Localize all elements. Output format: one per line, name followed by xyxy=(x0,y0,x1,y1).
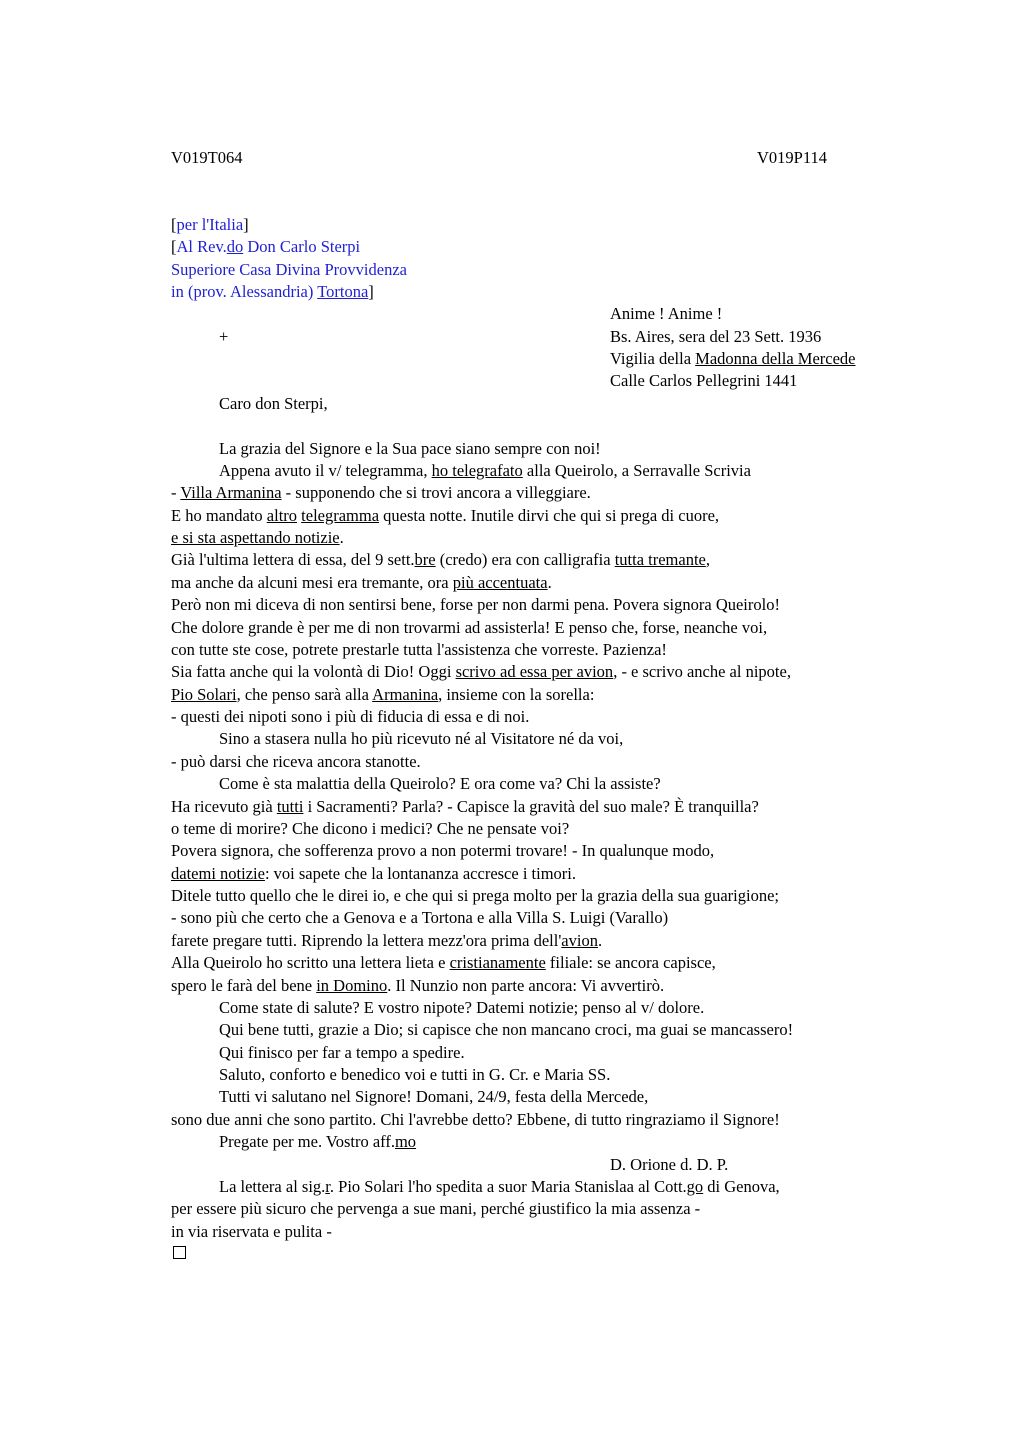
dateline-2: Bs. Aires, sera del 23 Sett. 1936 xyxy=(610,327,822,346)
body-line: - questi dei nipoti sono i più di fiducia di essa e di noi. xyxy=(171,707,530,726)
dateline-1: Anime ! Anime ! xyxy=(610,304,723,323)
body-line: Qui finisco per far a tempo a spedire. xyxy=(219,1043,465,1062)
body-line: - sono più che certo che a Genova e a Tortona e alla Villa S. Luigi (Varallo) xyxy=(171,908,669,927)
salutation: Caro don Sterpi, xyxy=(219,394,328,413)
body-line: Pregate per me. Vostro aff.mo xyxy=(219,1132,417,1151)
body-line: e si sta aspettando notizie. xyxy=(171,528,344,547)
body-line: Sia fatta anche qui la volontà di Dio! Oggi scrivo ad essa per avion, - e scrivo anche al nipote, xyxy=(171,662,791,681)
body-line: Pio Solari, che penso sarà alla Armanina, insieme con la sorella: xyxy=(171,685,595,704)
postscript-line: La lettera al sig.r. Pio Solari l'ho spedita a suor Maria Stanislaa al Cott.go di Genova, xyxy=(219,1177,780,1196)
body-line: Come state di salute? E vostro nipote? Datemi notizie; penso al v/ dolore. xyxy=(219,998,705,1017)
address-line-2: [Al Rev.do Don Carlo Sterpi xyxy=(171,237,361,256)
body-line: Ha ricevuto già tutti i Sacramenti? Parla? - Capisce la gravità del suo male? È tranquilla? xyxy=(171,797,759,816)
body-line: ma anche da alcuni mesi era tremante, ora più accentuata. xyxy=(171,573,552,592)
body-line: La grazia del Signore e la Sua pace siano sempre con noi! xyxy=(219,439,601,458)
body-line: Ditele tutto quello che le direi io, e che qui si prega molto per la grazia della sua guarigione; xyxy=(171,886,779,905)
body-line: con tutte ste cose, potrete prestarle tutta l'assistenza che vorreste. Pazienza! xyxy=(171,640,667,659)
body-line: Sino a stasera nulla ho più ricevuto né al Visitatore né da voi, xyxy=(219,729,624,748)
body-line: - può darsi che riceva ancora stanotte. xyxy=(171,752,421,771)
body-line: - Villa Armanina - supponendo che si trovi ancora a villeggiare. xyxy=(171,483,591,502)
body-line: Appena avuto il v/ telegramma, ho telegrafato alla Queirolo, a Serravalle Scrivia xyxy=(219,461,751,480)
body-line: Come è sta malattia della Queirolo? E ora come va? Chi la assiste? xyxy=(219,774,661,793)
body-line: o teme di morire? Che dicono i medici? Che ne pensate voi? xyxy=(171,819,570,838)
body-line: farete pregare tutti. Riprendo la lettera mezz'ora prima dell'avion. xyxy=(171,931,603,950)
document-code-left: V019T064 xyxy=(171,148,243,167)
end-box-icon xyxy=(173,1246,186,1259)
dateline-4: Calle Carlos Pellegrini 1441 xyxy=(610,371,798,390)
address-line-1: [per l'Italia] xyxy=(171,215,249,234)
body-line: Già l'ultima lettera di essa, del 9 sett.bre (credo) era con calligrafia tutta tremante, xyxy=(171,550,710,569)
signature: D. Orione d. D. P. xyxy=(610,1155,729,1174)
postscript-line: per essere più sicuro che pervenga a sue mani, perché giustifico la mia assenza - xyxy=(171,1199,701,1218)
body-line: datemi notizie: voi sapete che la lontananza accresce i timori. xyxy=(171,864,576,883)
body-line: Saluto, conforto e benedico voi e tutti in G. Cr. e Maria SS. xyxy=(219,1065,611,1084)
body-line: Qui bene tutti, grazie a Dio; si capisce che non mancano croci, ma guai se mancassero! xyxy=(219,1020,794,1039)
address-line-4: in (prov. Alessandria) Tortona] xyxy=(171,282,374,301)
body-line: Alla Queirolo ho scritto una lettera lieta e cristianamente filiale: se ancora capisce, xyxy=(171,953,716,972)
body-line: spero le farà del bene in Domino. Il Nunzio non parte ancora: Vi avvertirò. xyxy=(171,976,665,995)
body-line: E ho mandato altro telegramma questa notte. Inutile dirvi che qui si prega di cuore, xyxy=(171,506,720,525)
body-line: Che dolore grande è per me di non trovarmi ad assisterla! E penso che, forse, neanche voi, xyxy=(171,618,768,637)
body-line: sono due anni che sono partito. Chi l'avrebbe detto? Ebbene, di tutto ringraziamo il Signore! xyxy=(171,1110,780,1129)
body-line: Tutti vi salutano nel Signore! Domani, 24/9, festa della Mercede, xyxy=(219,1087,649,1106)
cross-symbol: + xyxy=(219,327,229,346)
body-line: Povera signora, che sofferenza provo a non potermi trovare! - In qualunque modo, xyxy=(171,841,715,860)
postscript-line: in via riservata e pulita - xyxy=(171,1222,332,1241)
dateline-3: Vigilia della Madonna della Mercede xyxy=(610,349,856,368)
document-code-right: V019P114 xyxy=(757,148,827,167)
body-line: Però non mi diceva di non sentirsi bene, forse per non darmi pena. Povera signora Queirolo! xyxy=(171,595,780,614)
address-line-3: Superiore Casa Divina Provvidenza xyxy=(171,260,407,279)
